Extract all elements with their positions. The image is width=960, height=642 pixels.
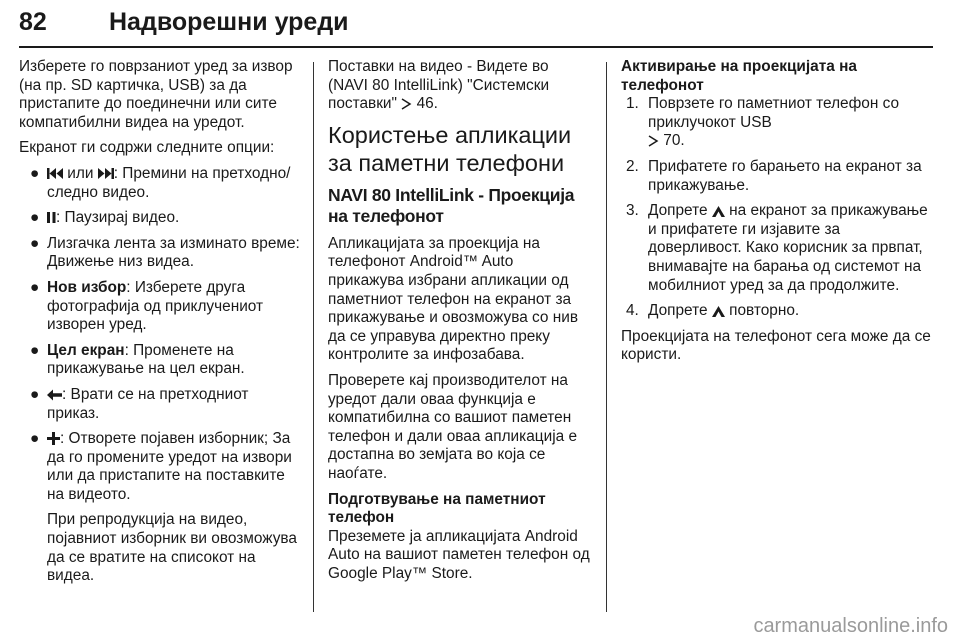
page-reference-icon <box>648 135 659 147</box>
step-4: 4. Допрете повторно. <box>621 302 933 321</box>
caret-up-icon <box>712 306 725 317</box>
back-arrow-icon <box>47 389 62 401</box>
skip-back-icon <box>47 167 63 180</box>
step-number: 2. <box>626 157 639 175</box>
column-divider <box>313 62 314 612</box>
intro-paragraph: Изберете го поврзаниот уред за извор (на пр. SD картичка, USB) за да пристапите до поединечни или сите компатибилни видеа на уредот. <box>19 58 293 131</box>
skip-forward-icon <box>98 167 114 180</box>
bullet-dot: ● <box>30 278 40 296</box>
step-number: 3. <box>626 202 639 220</box>
pause-icon <box>47 211 56 224</box>
header-rule <box>19 46 933 48</box>
compatibility-paragraph: Проверете кај производителот на уредот дали оваа функција е компатибилна со вашиот паметен телефон и дали оваа апликација е достапна во земјата во која се наоѓате. <box>328 371 578 482</box>
step-2: 2. Прифатете го барањето на екранот за прикажување. <box>621 158 933 195</box>
page-header <box>19 4 933 48</box>
page-title: Надворешни уреди <box>109 8 349 36</box>
caret-up-icon <box>712 206 725 217</box>
subsection-heading: NAVI 80 IntelliLink - Проекција на телефонот <box>328 184 575 226</box>
section-heading: Користење апликации за паметни телефони <box>328 121 572 176</box>
step-1: 1. Поврзете го паметниот телефон со приклучокот USB 70. <box>621 95 933 151</box>
bullet-new-selection: ● Нов избор: Изберете друга фотографија од приклучениот изворен уред. <box>19 279 304 335</box>
bullet-pause: ● : Паузирај видео. <box>19 209 304 228</box>
bullet-scrollbar: ● Лизгачка лента за изминато време: Движење низ видеа. <box>19 235 304 272</box>
video-settings-reference: Поставки на видео - Видете во (NAVI 80 IntelliLink) "Системски поставки" 46. <box>328 58 550 113</box>
page-reference-icon <box>401 98 412 110</box>
column-divider <box>606 62 607 612</box>
column-1 <box>19 58 304 593</box>
plus-menu-icon <box>47 432 60 445</box>
bullet-full-screen: ● Цел екран: Променете на прикажување на цел екран. <box>19 342 304 379</box>
options-intro: Екранот ги содржи следните опции: <box>19 139 275 157</box>
preparation-heading: Подготвување на паметниот телефон <box>328 490 546 527</box>
step-number: 4. <box>626 302 639 320</box>
bullet-prev-next: ● или : Премини на претходно/следно видео. <box>19 165 304 202</box>
closing-paragraph: Проекцијата на телефонот сега може да се користи. <box>621 327 931 364</box>
bullet-dot: ● <box>30 234 40 252</box>
bullet-dot: ● <box>30 341 40 359</box>
step-number: 1. <box>626 95 639 113</box>
page-number: 82 <box>19 8 47 36</box>
bullet-dot: ● <box>30 430 40 448</box>
bullet-dot: ● <box>30 209 40 227</box>
column-3 <box>621 58 933 372</box>
bullet-dot: ● <box>30 385 40 403</box>
step-3: 3. Допрете на екранот за прикажување и прифатете ги изјавите за доверливост. Како корисник за првпат, внимавајте на барања од системот на мобилниот уред за да продолжите. <box>621 202 933 295</box>
bullet-back: ● : Врати се на претходниот приказ. <box>19 386 304 423</box>
bullet-dot: ● <box>30 164 40 182</box>
watermark: carmanualsonline.info <box>753 615 948 637</box>
activation-heading: Активирање на проекцијата на телефонот <box>621 58 857 94</box>
bullet-popup-menu: ● : Отворете појавен изборник; За да го промените уредот на извори или да пристапите на поставките на видеото. <box>19 430 304 504</box>
android-auto-paragraph: Апликацијата за проекција на телефонот Android™ Auto прикажува избрани апликации од паметниот телефон на екранот за прикажување и овозможува со нив да се управува директно преку контролите за инфозабава. <box>328 234 579 364</box>
column-2 <box>328 58 592 590</box>
preparation-paragraph: Преземете ја апликацијата Android Auto на вашиот паметен телефон од Google Play™ Store. <box>328 527 590 582</box>
popup-note: При репродукција на видео, појавниот изборник ви овозможува да се вратите на списокот на видеа. <box>47 511 297 585</box>
